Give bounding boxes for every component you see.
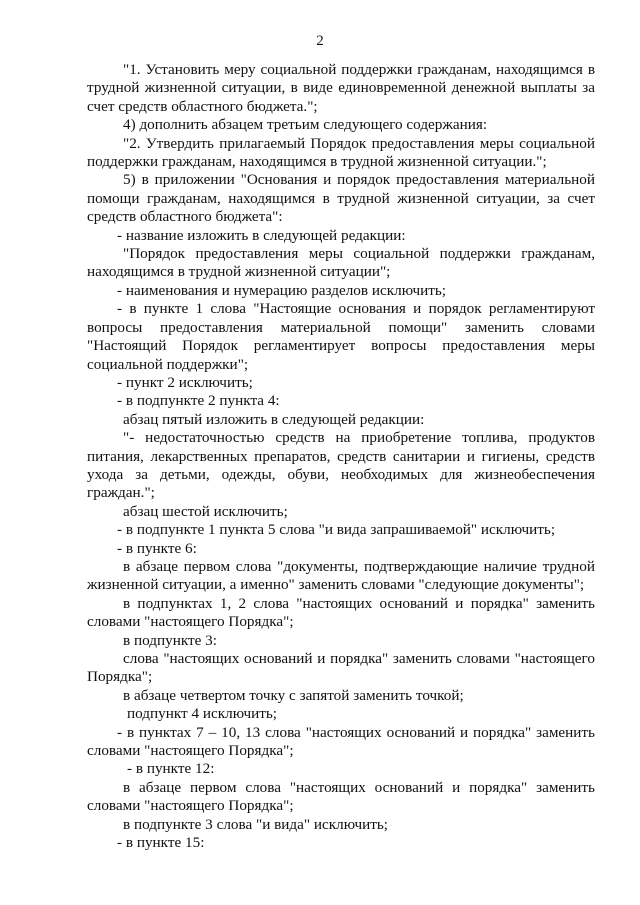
paragraph: в подпунктах 1, 2 слова "настоящих оснований и порядка" заменить словами "настоящего Порядка"; bbox=[87, 594, 595, 631]
paragraph: в абзаце первом слова "настоящих оснований и порядка" заменить словами "настоящего Порядка"; bbox=[87, 778, 595, 815]
paragraph: в абзаце четвертом точку с запятой заменить точкой; bbox=[123, 686, 464, 704]
paragraph: - пункт 2 исключить; bbox=[117, 373, 253, 391]
paragraph: - в пунктах 7 – 10, 13 слова "настоящих оснований и порядка" заменить словами "настоящего Порядка"; bbox=[87, 723, 595, 760]
paragraph: в подпункте 3 слова "и вида" исключить; bbox=[123, 815, 389, 833]
paragraph: абзац шестой исключить; bbox=[123, 502, 288, 520]
paragraph: 4) дополнить абзацем третьим следующего содержания: bbox=[123, 116, 488, 134]
paragraph: в подпункте 3: bbox=[123, 631, 217, 649]
paragraph: - в подпункте 1 пункта 5 слова "и вида запрашиваемой" исключить; bbox=[117, 521, 556, 539]
paragraph: "- недостаточностью средств на приобретение топлива, продуктов питания, лекарственных препаратов, средств санитарии и гигиены, средств ухода за детьми, одежды, обуви, необходимых для жизнеобеспечения граждан."; bbox=[87, 429, 595, 502]
page-number: 2 bbox=[316, 33, 324, 49]
paragraph: - в пункте 12: bbox=[127, 760, 215, 778]
paragraph: "2. Утвердить прилагаемый Порядок предоставления меры социальной поддержки гражданам, находящимся в трудной жизненной ситуации."; bbox=[87, 134, 595, 171]
paragraph: - в пункте 1 слова "Настоящие основания и порядок регламентируют вопросы предоставления материальной помощи" заменить словами "Настоящий Порядок регламентирует вопросы предоставления меры социальной поддержки"; bbox=[87, 300, 595, 373]
paragraph: 5) в приложении "Основания и порядок предоставления материальной помощи гражданам, находящимся в трудной жизненной ситуации, за счет средств областного бюджета": bbox=[87, 171, 595, 226]
paragraph: - название изложить в следующей редакции: bbox=[117, 226, 406, 244]
paragraph: в абзаце первом слова "документы, подтверждающие наличие трудной жизненной ситуации, а именно" заменить словами "следующие документы"; bbox=[87, 557, 595, 594]
paragraph: "1. Установить меру социальной поддержки гражданам, находящимся в трудной жизненной ситуации, в виде единовременной денежной выплаты за счет средств областного бюджета."; bbox=[87, 61, 595, 115]
paragraph: - в пункте 15: bbox=[117, 834, 205, 852]
paragraph: слова "настоящих оснований и порядка" заменить словами "настоящего Порядка"; bbox=[87, 650, 595, 686]
paragraph: - в пункте 6: bbox=[117, 539, 197, 557]
paragraph: - наименования и нумерацию разделов исключить; bbox=[117, 281, 447, 299]
paragraph: "Порядок предоставления меры социальной поддержки гражданам, находящимся в трудной жизненной ситуации"; bbox=[87, 245, 595, 281]
paragraph: - в подпункте 2 пункта 4: bbox=[117, 392, 280, 410]
paragraph: подпункт 4 исключить; bbox=[127, 705, 278, 723]
document-body bbox=[87, 61, 595, 852]
paragraph: абзац пятый изложить в следующей редакции: bbox=[123, 410, 425, 428]
